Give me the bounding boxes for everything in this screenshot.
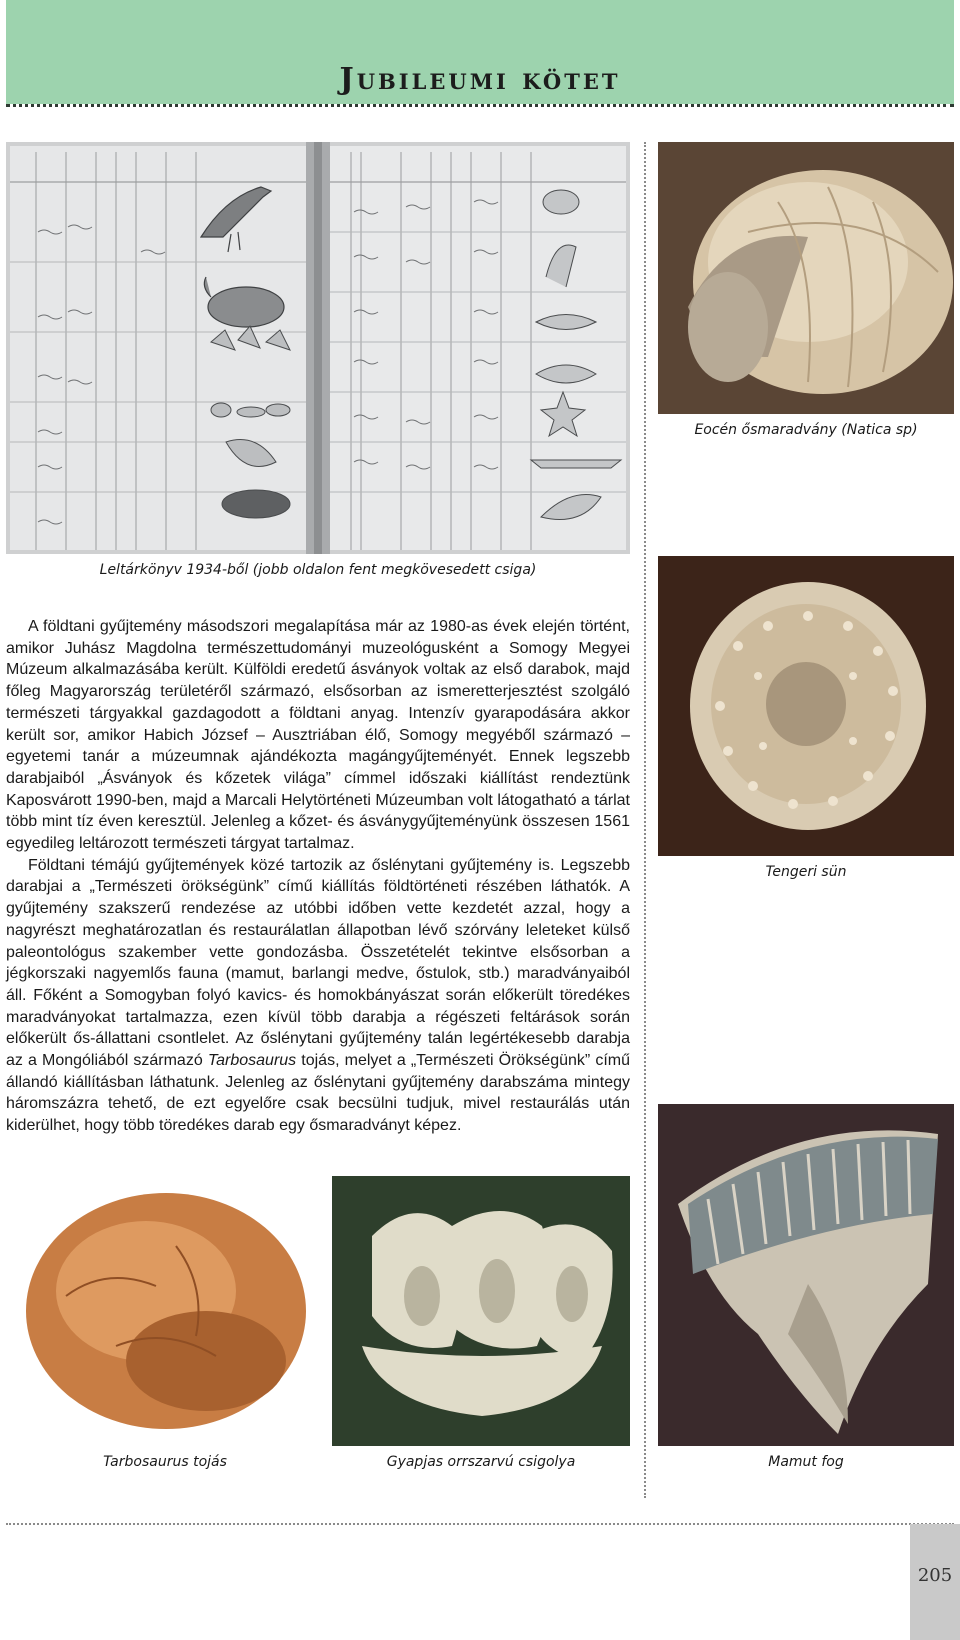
egg-caption: Tarbosaurus tojás <box>103 1454 227 1470</box>
urchin-caption: Tengeri sün <box>765 864 847 880</box>
egg-photo <box>6 1176 324 1446</box>
article-paragraph-2-part-a: Földtani témájú gyűjtemények közé tartozik az őslénytani gyűjtemény is. Legszebb darabjai a „Természeti örökségünk” című kiállítás földtörténeti részében láthatók. A gyűjtemény szakszerű rendezése az utóbbi időben vette kezdetét azzal, hogy a nagyrészt meghatározatlan és restaurálatlan állapotban lévő szórvány leleteket külső paleontológus szakember vette gondozásba. Összetételét tekintve elsősorban a jégkorszaki nagyemlős fauna (mamut, barlangi medve, őstulok, stb.) maradványaiból áll. Főként a Somogyban folyó kavics- és homokbányászat során előkerült töredékes maradványokat tartalmazza, ezen kívül több darabja a régészeti feltárások során előkerült ős-állattani csontlelet. Az őslénytani gyűjtemény talán legértékesebb darabja az a Mongóliából származó <box>6 856 630 1070</box>
page-number: 205 <box>917 1565 953 1586</box>
mammoth-tooth-caption: Mamut fog <box>768 1454 844 1470</box>
article-body <box>6 616 630 1137</box>
ledger-caption: Leltárkönyv 1934-ből (jobb oldalon fent megkövesedett csiga) <box>99 562 537 578</box>
urchin-photo <box>658 556 954 856</box>
vertebra-photo <box>332 1176 630 1446</box>
vertebra-caption: Gyapjas orrszarvú csigolya <box>386 1454 576 1470</box>
taxon-name: Tarbosaurus <box>207 1052 297 1070</box>
ledger-photo <box>6 142 630 554</box>
column-divider <box>644 142 646 1498</box>
article-paragraph-1: A földtani gyűjtemény másodszori megalapítása már az 1980-as évek elején történt, amikor Juhász Magdolna természettudományi muzeológusként a Somogy Megyei Múzeum alkalmazásába került. Külföldi eredetű ásványok voltak az első darabok, majd főleg Magyarország területéről származó, elsősorban az ismeretterjesztést szolgáló természeti tárgyakkal gazdagodott a földtani anyag. Intenzív gyarapodására akkor került sor, amikor Habich József – Ausztriában élő, Somogy megyéből származó – egyetemi tanár a múzeumnak ajándékozta magángyűjteményét. Ennek legszebb darabjaiból „Ásványok és kőzetek világa” címmel időszaki kiállítást rendeztünk Kaposvárott 1990-ben, majd a Marcali Helytörténeti Múzeumban volt látogatható a tárlat több mint tíz éven keresztül. Jelenleg a kőzet- és ásványgyűjteményünk összesen 1561 egyedileg leltározott természeti tárgyat tartalmaz. <box>6 618 630 853</box>
mammoth-tooth-photo <box>658 1104 954 1446</box>
running-title: Jubileumi kötet <box>339 62 621 97</box>
header-band <box>6 0 954 104</box>
page-number-box <box>910 1524 960 1640</box>
header-dotted-rule <box>6 104 954 107</box>
article-paragraph-2 <box>6 855 630 1137</box>
article-paragraph-2-part-b: tojás, melyet a „Természeti Örökségünk” című állandó kiállításban láthatunk. Jelenleg az őslénytani gyűjtemény darabszáma mintegy háromszázra tehető, de ezt egyelőre csak becsülni tudjuk, mivel restaurálás után kiderülhet, hogy több töredékes darab egy ősmaradványt képez. <box>6 1052 630 1135</box>
footer-dotted-rule <box>6 1523 954 1525</box>
natica-photo <box>658 142 954 414</box>
natica-caption: Eocén ősmaradvány (Natica sp) <box>694 422 918 438</box>
